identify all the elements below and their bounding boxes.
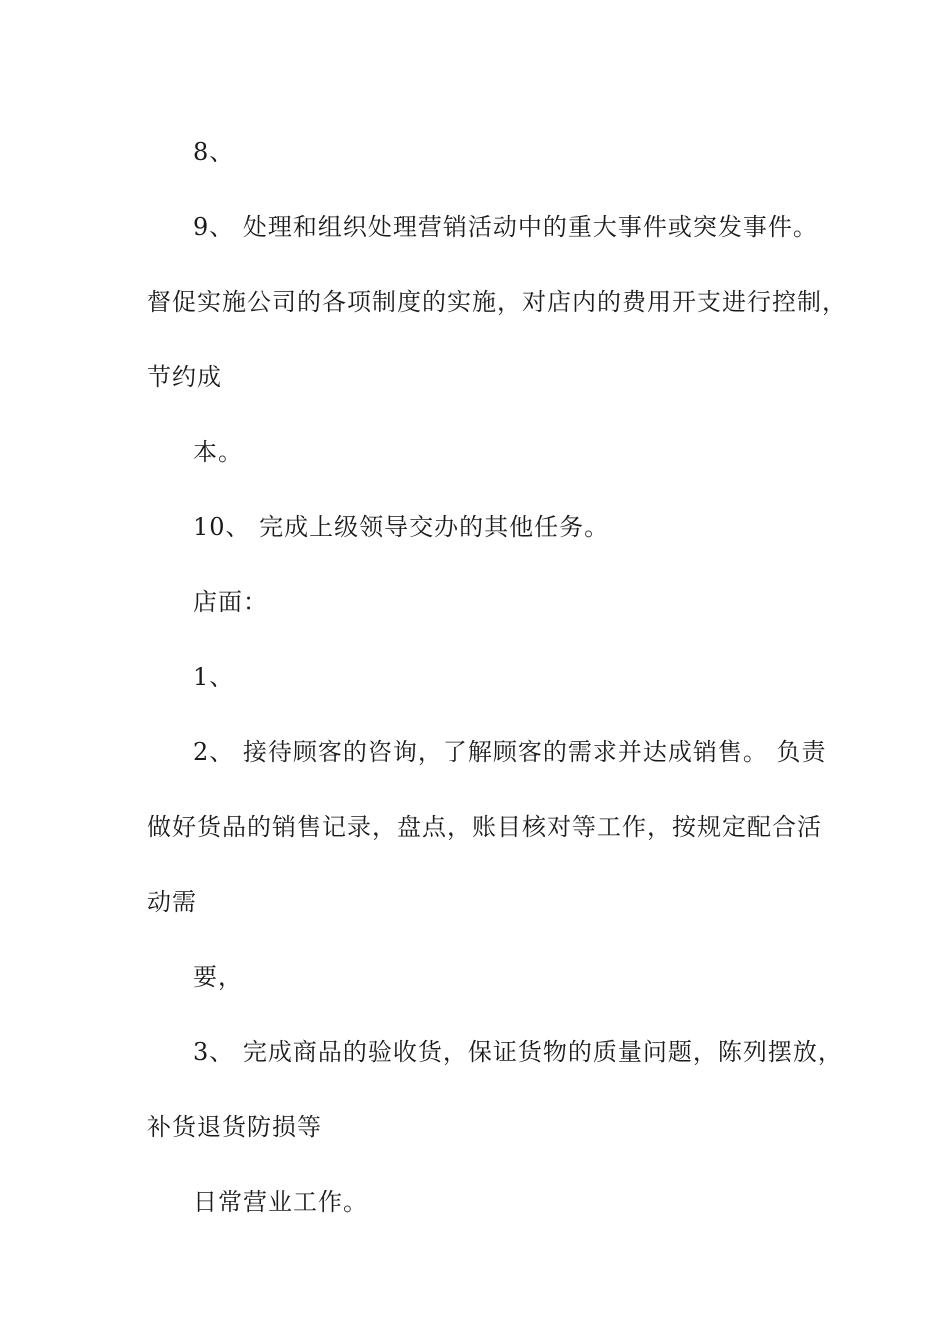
paragraph-line: 节约成: [147, 363, 222, 391]
paragraph-line: 动需: [147, 888, 197, 916]
list-item-9: 9、 处理和组织处理营销活动中的重大事件或突发事件。: [193, 213, 818, 241]
paragraph-line: 本。: [193, 438, 243, 466]
list-item-1: 1、: [193, 663, 235, 691]
paragraph-line: 日常营业工作。: [193, 1188, 368, 1216]
list-item-3: 3、 完成商品的验收货，保证货物的质量问题，陈列摆放，: [193, 1038, 843, 1066]
paragraph-line: 督促实施公司的各项制度的实施，对店内的费用开支进行控制，: [147, 288, 847, 316]
list-item-10: 10、 完成上级领导交办的其他任务。: [193, 513, 610, 541]
list-item-2: 2、 接待顾客的咨询，了解顾客的需求并达成销售。 负责: [193, 738, 827, 766]
paragraph-line: 做好货品的销售记录，盘点，账目核对等工作，按规定配合活: [147, 813, 822, 841]
list-item-8: 8、: [193, 138, 235, 166]
paragraph-line: 补货退货防损等: [147, 1113, 322, 1141]
section-heading: 店面：: [193, 588, 268, 616]
paragraph-line: 要，: [193, 963, 243, 991]
